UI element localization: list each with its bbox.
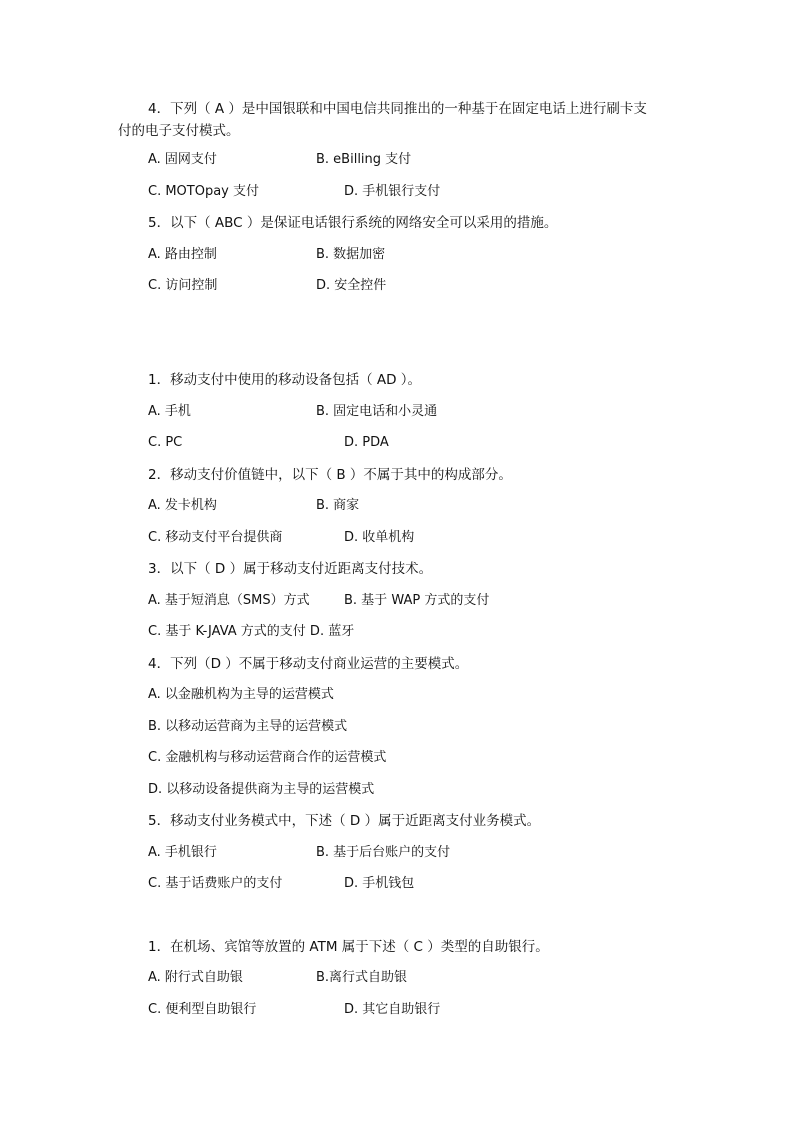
question-text: 4．下列（ A ）是中国银联和中国电信共同推出的一种基于在固定电话上进行刷卡支 — [148, 101, 647, 117]
option-a: A. 以金融机构为主导的运营模式 — [148, 687, 334, 702]
question-text: 5．以下（ ABC ）是保证电话银行系统的网络安全可以采用的措施。 — [148, 215, 558, 231]
question-text: 3．以下（ D ）属于移动支付近距离支付技术。 — [148, 561, 433, 577]
option-b: B. 基于 WAP 方式的支付 — [344, 593, 490, 608]
question-text: 2．移动支付价值链中，以下（ B ）不属于其中的构成部分。 — [148, 467, 512, 483]
option-b: B. 以移动运营商为主导的运营模式 — [148, 719, 348, 734]
option-a: A. 附行式自助银 — [148, 970, 243, 985]
option-d: D. PDA — [344, 435, 389, 450]
option-d: D. 手机钱包 — [344, 876, 415, 891]
option-c: C. 便利型自助银行 — [148, 1002, 257, 1017]
question-text: 1．在机场、宾馆等放置的 ATM 属于下述（ C ）类型的自助银行。 — [148, 939, 549, 955]
option-a: A. 固网支付 — [148, 152, 217, 167]
option-c: C. 基于话费账户的支付 — [148, 876, 283, 891]
option-b: B. eBilling 支付 — [316, 152, 412, 167]
option-a: A. 发卡机构 — [148, 498, 217, 513]
option-b: B. 商家 — [316, 498, 360, 513]
option-b: B.离行式自助银 — [316, 970, 408, 985]
option-b: B. 固定电话和小灵通 — [316, 404, 438, 419]
option-d: D. 其它自助银行 — [344, 1002, 441, 1017]
option-c: C. 移动支付平台提供商 — [148, 530, 283, 545]
option-b: B. 数据加密 — [316, 247, 386, 262]
option-a: A. 路由控制 — [148, 247, 217, 262]
option-c-d: C. 基于 K-JAVA 方式的支付 D. 蓝牙 — [148, 624, 355, 639]
option-d: D. 收单机构 — [344, 530, 415, 545]
option-c: C. 金融机构与移动运营商合作的运营模式 — [148, 750, 387, 765]
option-d: D. 手机银行支付 — [344, 184, 441, 199]
option-a: A. 基于短消息（SMS）方式 — [148, 593, 310, 608]
option-d: D. 安全控件 — [316, 278, 387, 293]
question-text: 付的电子支付模式。 — [118, 123, 240, 139]
option-a: A. 手机 — [148, 404, 191, 419]
question-text: 1．移动支付中使用的移动设备包括（ AD ）。 — [148, 372, 422, 388]
option-b: B. 基于后台账户的支付 — [316, 845, 451, 860]
option-a: A. 手机银行 — [148, 845, 217, 860]
option-d: D. 以移动设备提供商为主导的运营模式 — [148, 782, 375, 797]
question-text: 5．移动支付业务模式中，下述（ D ）属于近距离支付业务模式。 — [148, 813, 541, 829]
option-c: C. 访问控制 — [148, 278, 218, 293]
option-c: C. MOTOpay 支付 — [148, 184, 260, 199]
option-c: C. PC — [148, 435, 183, 450]
question-text: 4．下列（D ）不属于移动支付商业运营的主要模式。 — [148, 656, 469, 672]
